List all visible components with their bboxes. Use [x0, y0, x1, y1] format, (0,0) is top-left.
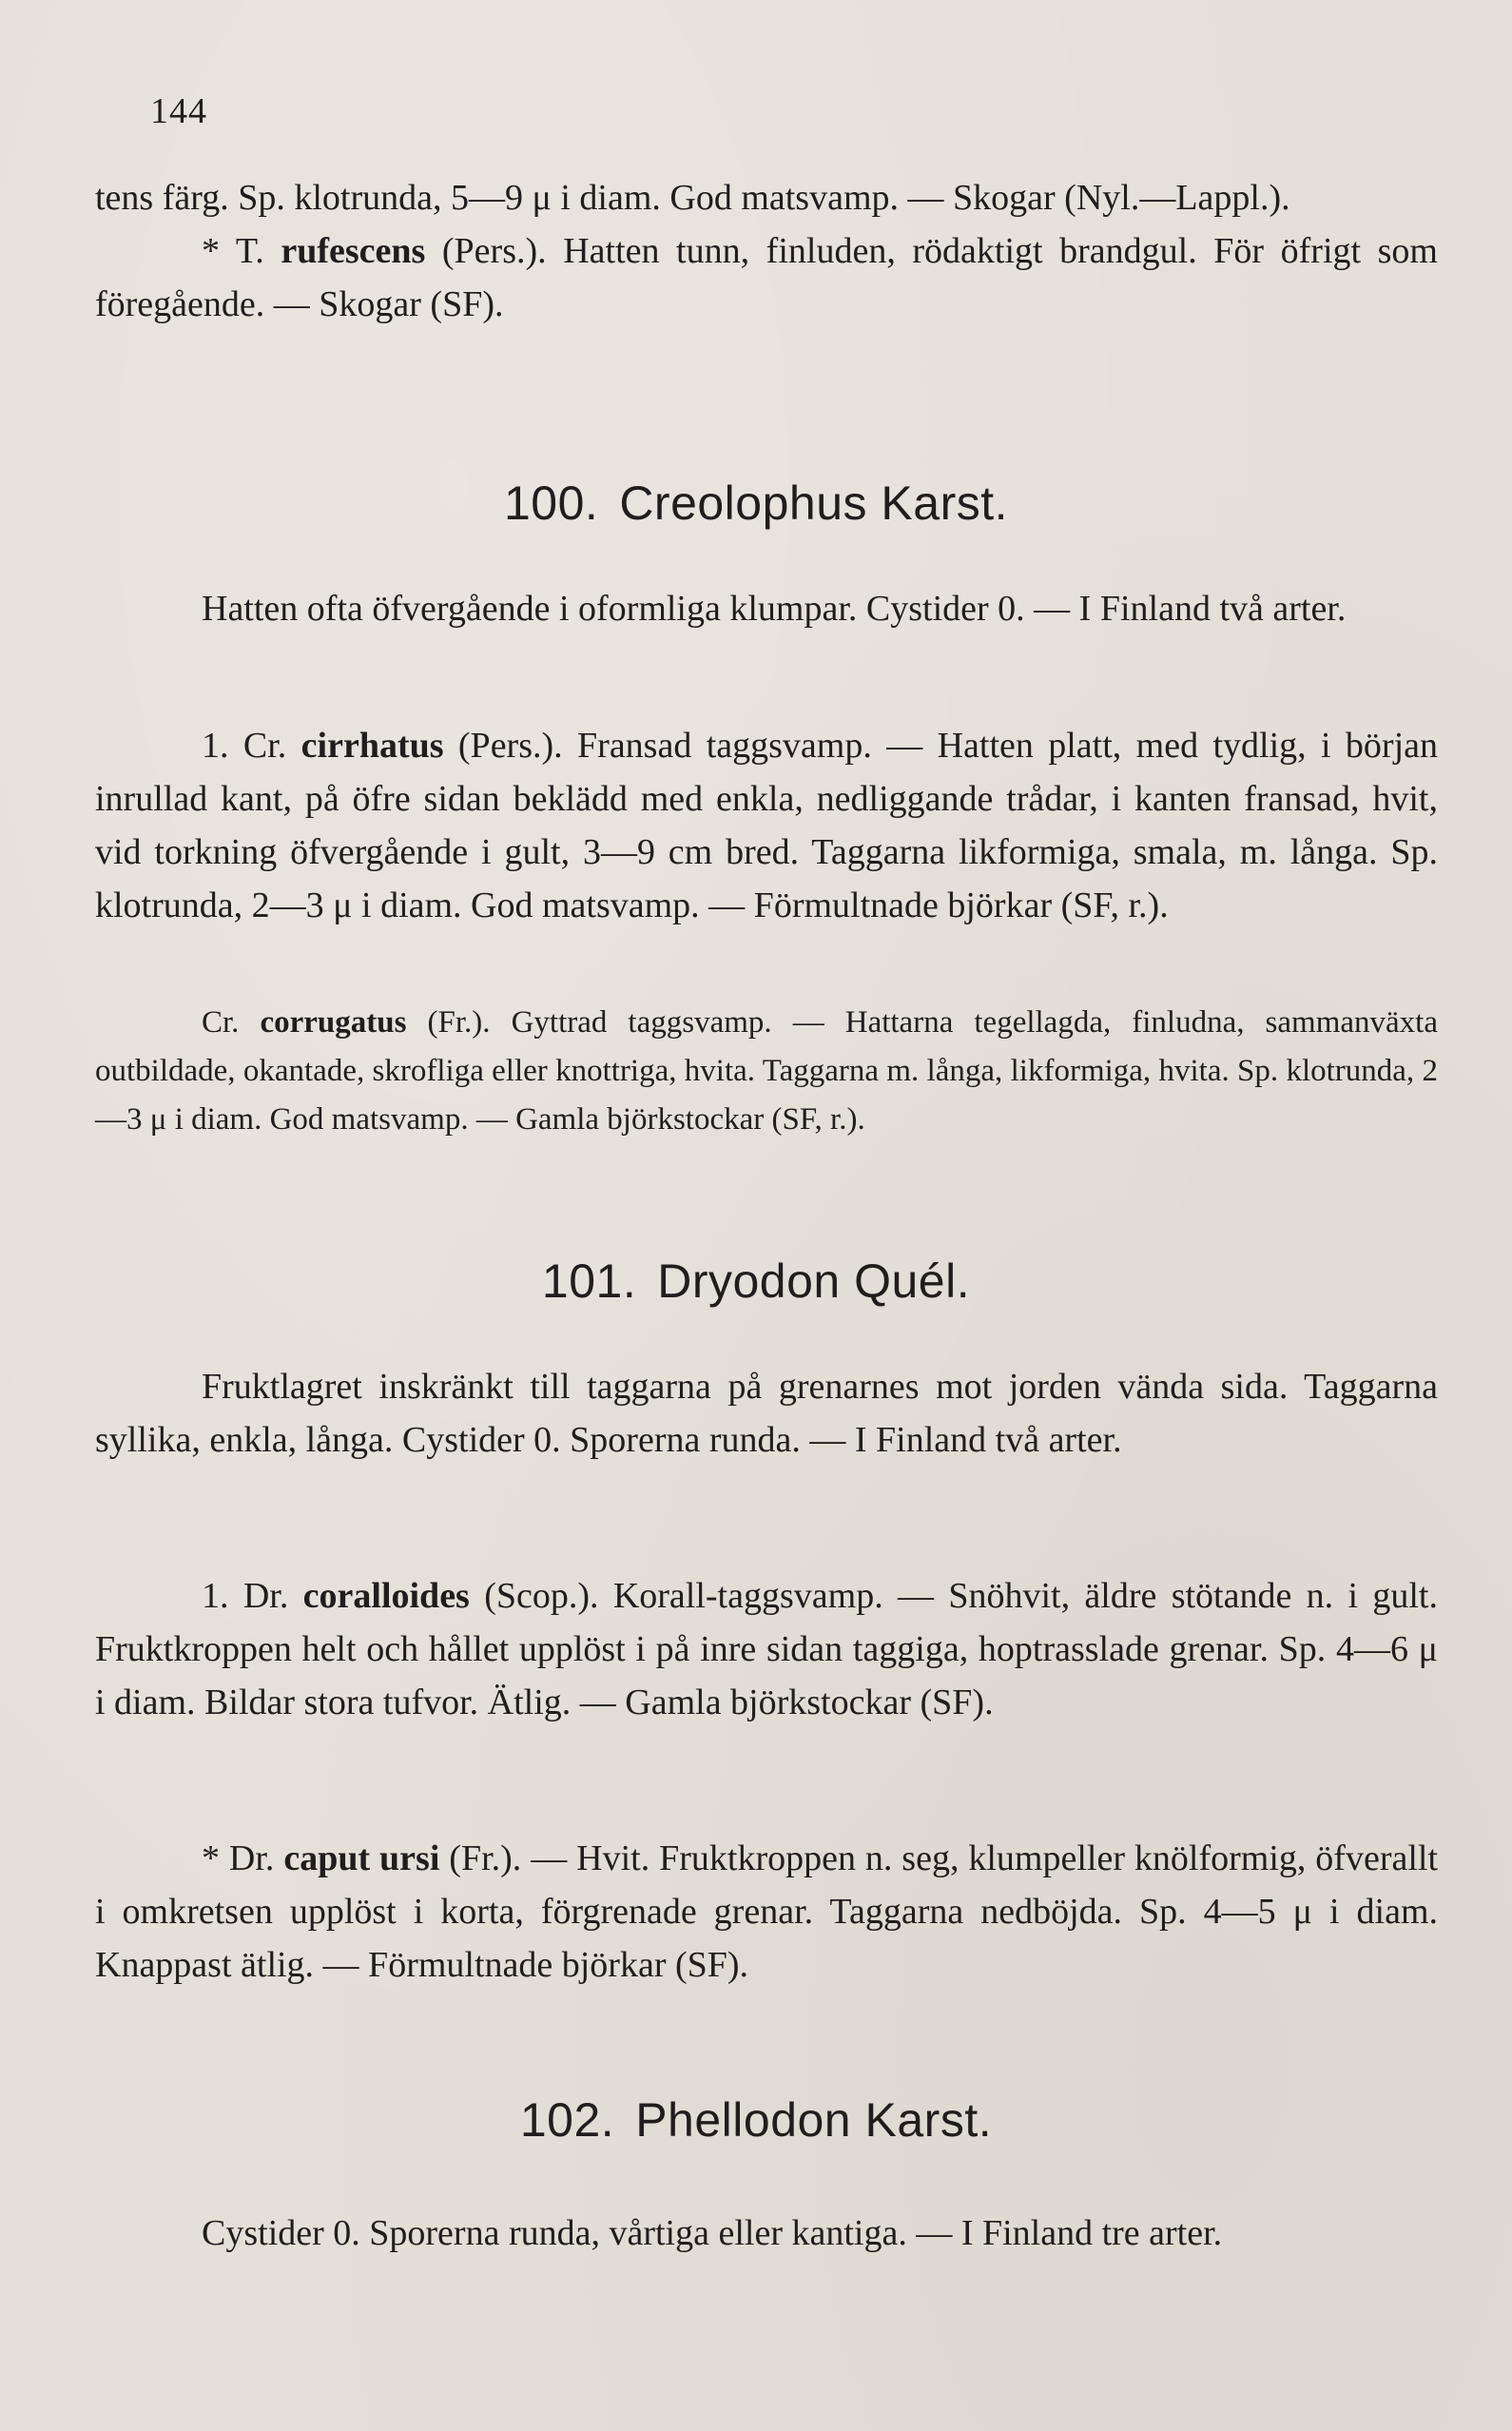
top-paragraph — [95, 171, 1438, 331]
species-name: caput ursi — [283, 1838, 440, 1878]
entry-cr-corrugatus — [95, 999, 1438, 1144]
section-100-entry-1 — [95, 719, 1438, 932]
species-name: coralloides — [302, 1576, 470, 1616]
continuation-text: tens färg. Sp. klotrunda, 5—9 μ i diam. God matsvamp. — Skogar (Nyl.—Lappl.). — [95, 178, 1290, 218]
species-name: cirrhatus — [300, 726, 444, 766]
entry-cr-cirrhatus — [95, 719, 1438, 932]
entry-dr-caput-ursi — [95, 1832, 1438, 1992]
entry-text: (Scop.). Korall-taggsvamp. — Snöhvit, äldre stötande n. i gult. Fruktkroppen helt och hållet upplöst i på inre sidan taggiga, hoptrasslade grenar. Sp. 4—6 μ i diam. Bildar stora tufvor. Ätlig. — Gamla björkstockar (SF). — [95, 1576, 1438, 1722]
entry-prefix: * T. — [202, 231, 281, 271]
entry-prefix: 1. Cr. — [202, 726, 301, 766]
section-title: Creolophus Karst. — [619, 476, 1009, 530]
section-100-entry-2 — [95, 999, 1438, 1144]
section-102-intro — [95, 2207, 1438, 2260]
section-heading-102 — [0, 2092, 1512, 2148]
species-name: rufescens — [281, 231, 426, 271]
section-100-intro — [95, 582, 1438, 635]
section-101-entry-1 — [95, 1569, 1438, 1729]
section-101-intro — [95, 1360, 1438, 1467]
section-title: Dryodon Quél. — [657, 1254, 971, 1308]
section-101-entry-2 — [95, 1832, 1438, 1992]
genus-description: Cystider 0. Sporerna runda, vårtiga eller kantiga. — I Finland tre arter. — [202, 2213, 1223, 2253]
section-number: 100. — [503, 476, 599, 530]
page-number: 144 — [150, 91, 207, 131]
section-heading-101 — [0, 1254, 1512, 1309]
entry-text: (Fr.). — Hvit. Fruktkroppen n. seg, klumpeller knölformig, öfverallt i omkretsen upplöst i korta, förgrenade grenar. Taggarna nedböjda. Sp. 4—5 μ i diam. Knappast ätlig. — Förmultnade björkar (SF). — [95, 1838, 1439, 1985]
entry-prefix: * Dr. — [202, 1838, 284, 1878]
entry-dr-coralloides — [95, 1569, 1438, 1729]
entry-text: (Fr.). Gyttrad taggsvamp. — Hattarna tegellagda, finludna, sammanväxta outbildade, okantade, skrofliga eller knottriga, hvita. Taggarna m. långa, likformiga, hvita. Sp. klotrunda, 2—3 μ i diam. God matsvamp. — Gamla björkstockar (SF, r.). — [95, 1005, 1438, 1137]
species-name: corrugatus — [260, 1005, 407, 1040]
section-heading-100 — [0, 476, 1512, 531]
section-title: Phellodon Karst. — [635, 2093, 993, 2147]
entry-prefix: Cr. — [202, 1005, 261, 1040]
entry-text: (Pers.). Fransad taggsvamp. — Hatten platt, med tydlig, i början inrullad kant, på öfre sidan beklädd med enkla, nedliggande trådar, i kanten fransad, hvit, vid torkning öfvergående i gult, 3—9 cm bred. Taggarna likformiga, smala, m. långa. Sp. klotrunda, 2—3 μ i diam. God matsvamp. — Förmultnade björkar (SF, r.). — [95, 726, 1438, 925]
entry-t-rufescens — [95, 224, 1438, 331]
genus-description: Hatten ofta öfvergående i oformliga klumpar. Cystider 0. — I Finland två arter. — [202, 589, 1347, 629]
entry-prefix: 1. Dr. — [202, 1576, 303, 1616]
section-number: 102. — [519, 2093, 615, 2147]
genus-description: Fruktlagret inskränkt till taggarna på grenarnes mot jorden vända sida. Taggarna syllika, enkla, långa. Cystider 0. Sporerna runda. — I Finland två arter. — [95, 1367, 1438, 1460]
entry-text: (Pers.). Hatten tunn, finluden, rödaktigt brandgul. För öfrigt som föregående. — Skogar (SF). — [95, 231, 1438, 324]
section-number: 101. — [541, 1254, 637, 1308]
